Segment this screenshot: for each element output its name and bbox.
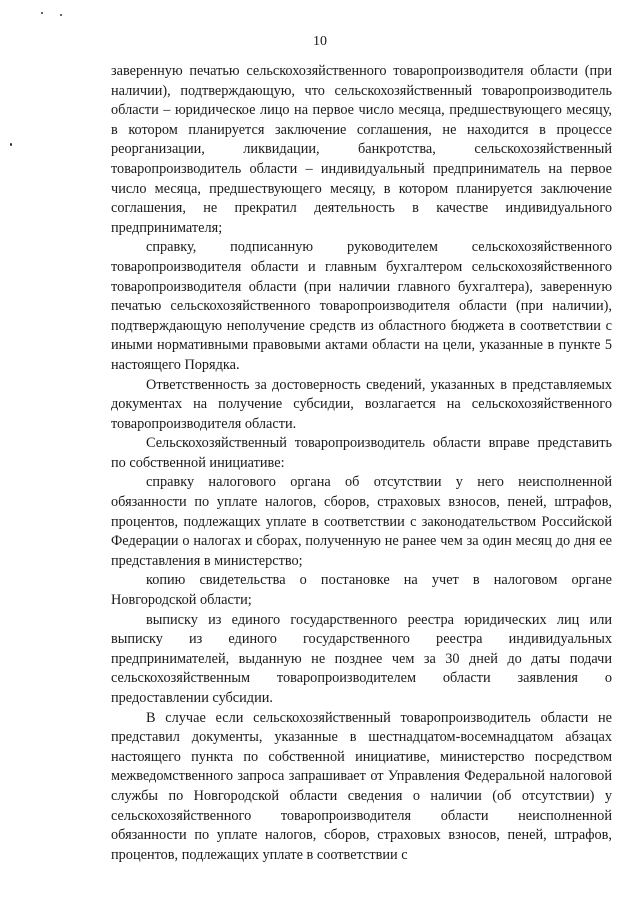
scan-speck: [41, 12, 43, 14]
paragraph: В случае если сельскохозяйственный товаропроизводитель области не представил документы, указанные в шестнадцатом-восемнадцатом абзацах настоящего пункта по собственной инициативе, министерство посредством межведомственного запроса запрашивает от Управления Федеральной налоговой службы по Новгородской области сведения о наличии (об отсутствии) у сельскохозяйственного товаропроизводителя области неисполненной обязанности по уплате налогов, сборов, страховых взносов, пеней, штрафов, процентов, подлежащих уплате в соответствии с: [111, 709, 612, 863]
paragraph: Ответственность за достоверность сведений, указанных в представляемых документах на получение субсидии, возлагается на сельскохозяйственного товаропроизводителя области.: [111, 376, 612, 432]
paragraph: справку, подписанную руководителем сельскохозяйственного товаропроизводителя области и главным бухгалтером сельскохозяйственного товаропроизводителя области (при наличии главного бухгалтера), заверенную печатью сельскохозяйственного товаропроизводителя области (при наличии), подтверждающую неполучение средств из областного бюджета в соответствии с иными нормативными правовыми актами области на цели, указанные в пункте 5 настоящего Порядка.: [111, 239, 612, 373]
paragraph: выписку из единого государственного реестра юридических лиц или выписку из единого государственного реестра индивидуальных предпринимателей, выданную не позднее чем за 30 дней до даты подачи сельскохозяйственным товаропроизводителем области заявления о предоставлении субсидии.: [111, 611, 612, 706]
paragraph: справку налогового органа об отсутствии у него неисполненной обязанности по уплате налогов, сборов, страховых взносов, пеней, штрафов, процентов, подлежащих уплате в соответствии с законодательством Российской Федерации о налогах и сборах, полученную не ранее чем за один месяц до дня ее представления в министерство;: [111, 474, 612, 569]
paragraph: копию свидетельства о постановке на учет в налоговом органе Новгородской области;: [111, 572, 612, 609]
paragraph: Сельскохозяйственный товаропроизводитель области вправе представить по собственной инициативе:: [111, 435, 612, 471]
paragraph: заверенную печатью сельскохозяйственного товаропроизводителя области (при наличии), подтверждающую, что сельскохозяйственный товаропроизводитель области – юридическое лицо на первое число месяца, предшествующего месяцу, в котором планируется заключение соглашения, не находится в процессе реорганизации, ликвидации, банкротства, сельскохозяйственный товаропроизводитель области – индивидуальный предприниматель на первое число месяца, предшествующего месяцу, в котором планируется заключение соглашения, не прекратил деятельность в качестве индивидуального предпринимателя;: [111, 63, 612, 236]
page-number: 10: [313, 34, 327, 49]
document-body: [111, 62, 612, 865]
scan-speck: [10, 143, 12, 146]
scan-speck: [60, 14, 62, 16]
